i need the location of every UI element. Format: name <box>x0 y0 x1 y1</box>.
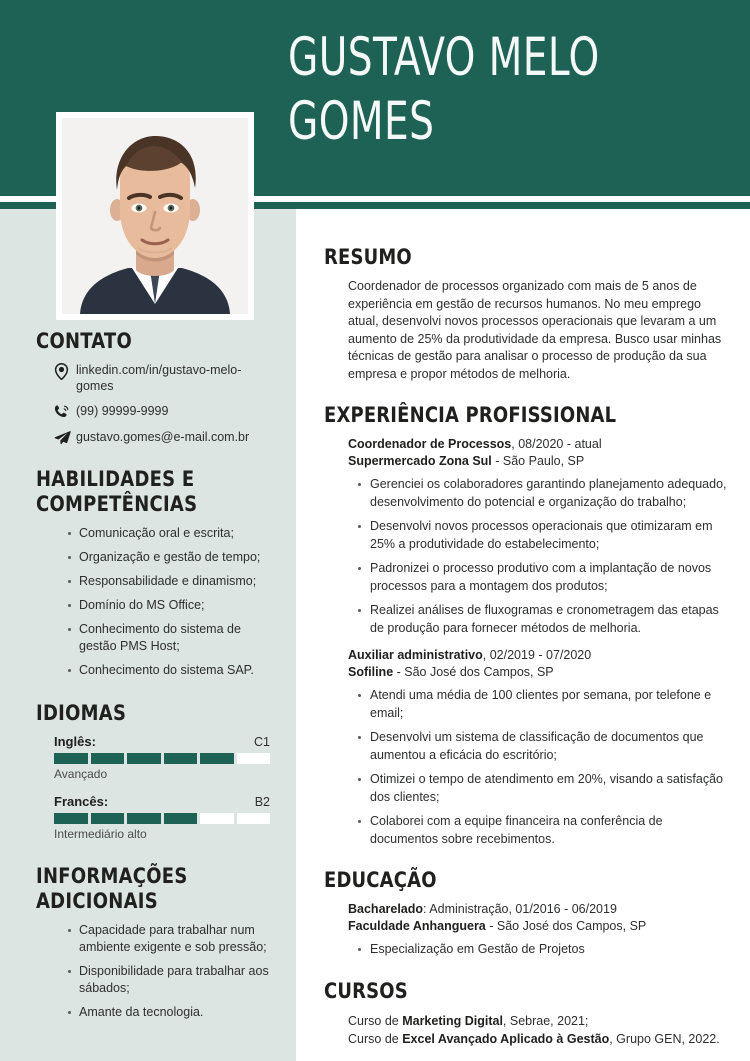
languages-title: IDIOMAS <box>36 701 127 725</box>
list-item: Amante da tecnologia. <box>68 1004 270 1021</box>
additional-info-title: INFORMAÇÕES ADICIONAIS <box>36 864 188 913</box>
job-company-line <box>348 664 728 681</box>
list-item: Otimizei o tempo de atendimento em 20%, visando a satisfação dos clientes; <box>358 771 728 806</box>
language-header <box>54 794 270 809</box>
summary-title: RESUMO <box>324 245 412 269</box>
name-line-1: GUSTAVO MELO <box>288 27 600 88</box>
language-proficiency-bar <box>54 753 270 764</box>
job-dates: , 08/2020 - atual <box>511 437 602 451</box>
proficiency-segment <box>91 753 125 764</box>
name-line-2: GOMES <box>288 91 435 152</box>
list-item: Colaborei com a equipe financeira na conferência de documentos sobre recebimentos. <box>358 813 728 848</box>
additional-info-list <box>36 922 270 1021</box>
list-item: Organização e gestão de tempo; <box>68 549 270 566</box>
paper-plane-icon <box>54 429 76 445</box>
school-location: - São José dos Campos, SP <box>485 919 647 933</box>
language-caption: Intermediário alto <box>54 827 147 841</box>
job-bullets <box>348 687 728 848</box>
list-item: Gerenciei os colaboradores garantindo planejamento adequado, desenvolvimento do potencial e organização do trabalho; <box>358 476 728 511</box>
proficiency-segment <box>54 753 88 764</box>
course-name: Excel Avançado Aplicado à Gestão <box>402 1031 610 1046</box>
contact-item-phone[interactable] <box>36 403 270 420</box>
proficiency-segment <box>127 753 161 764</box>
main-column <box>296 209 750 1061</box>
job-role-line <box>348 647 728 664</box>
language-level-code: B2 <box>254 795 270 809</box>
profile-photo <box>62 118 248 314</box>
list-item: Realizei análises de fluxogramas e cronometragem das etapas de produção para fornecer métodos de melhoria. <box>358 602 728 637</box>
job-company-line <box>348 453 728 470</box>
proficiency-segment <box>91 813 125 824</box>
phone-icon <box>54 403 76 420</box>
list-item: Conhecimento do sistema de gestão PMS Host; <box>68 621 270 655</box>
skills-title: HABILIDADES E COMPETÊNCIAS <box>36 467 198 516</box>
education-section <box>324 868 728 959</box>
skills-list <box>36 525 270 679</box>
job-role: Auxiliar administrativo <box>348 648 483 662</box>
contact-value-phone: (99) 99999-9999 <box>76 404 169 418</box>
job-location: - São José dos Campos, SP <box>393 665 554 679</box>
contact-item-email[interactable] <box>36 429 270 445</box>
job-role: Coordenador de Processos <box>348 437 512 451</box>
contact-value-linkedin: linkedin.com/in/gustavo-melo-gomes <box>76 363 242 393</box>
list-item: Domínio do MS Office; <box>68 597 270 614</box>
course-suffix: , Grupo GEN, 2022. <box>609 1031 720 1046</box>
course-prefix: Curso de <box>348 1013 403 1028</box>
courses-section <box>324 979 728 1048</box>
language-name: Inglês: <box>54 734 96 749</box>
list-item: Responsabilidade e dinamismo; <box>68 573 270 590</box>
proficiency-segment <box>200 753 234 764</box>
language-caption: Avançado <box>54 767 108 781</box>
sidebar-content <box>0 329 296 1043</box>
job-company: Sofiline <box>348 665 394 679</box>
degree-label: Bacharelado <box>348 902 424 916</box>
proficiency-segment <box>164 753 198 764</box>
list-item: Desenvolvi um sistema de classificação de documentos que aumentou a eficácia do escritório; <box>358 729 728 764</box>
course-name: Marketing Digital <box>402 1013 503 1028</box>
list-item: Conhecimento do sistema SAP. <box>68 662 270 679</box>
portrait-illustration <box>62 118 248 314</box>
education-entry <box>348 901 728 959</box>
course-line-2 <box>348 1030 728 1048</box>
proficiency-segment <box>237 813 271 824</box>
school-line <box>348 918 728 935</box>
additional-info-section <box>36 864 270 1021</box>
degree-line <box>348 901 728 918</box>
course-suffix: , Sebrae, 2021; <box>502 1013 589 1028</box>
languages-section <box>36 701 270 842</box>
proficiency-segment <box>54 813 88 824</box>
summary-text: Coordenador de processos organizado com mais de 5 anos de experiência em gestão de recursos humanos. No meu emprego atual, desenvolvi novos processos operacionais que levaram a um aumento de 25% da produtividade da empresa. Busco usar minhas técnicas de gestão para analisar o processo de produção da sua empresa e propor métodos de melhoria. <box>348 279 722 381</box>
course-line-1 <box>348 1012 728 1030</box>
location-pin-icon <box>54 362 76 380</box>
list-item: Atendi uma média de 100 clientes por semana, por telefone e email; <box>358 687 728 722</box>
job-company: Supermercado Zona Sul <box>348 454 492 468</box>
course-prefix: Curso de <box>348 1031 403 1046</box>
experience-entry-2 <box>348 647 728 848</box>
skills-section <box>36 467 270 679</box>
language-header <box>54 734 270 749</box>
contact-section <box>36 329 270 445</box>
language-item-english <box>36 734 270 782</box>
contact-list <box>36 362 270 445</box>
contact-item-linkedin[interactable] <box>36 362 270 394</box>
proficiency-segment <box>237 753 271 764</box>
list-item: Comunicação oral e escrita; <box>68 525 270 542</box>
proficiency-segment <box>127 813 161 824</box>
proficiency-segment <box>164 813 198 824</box>
degree-detail: : Administração, 01/2016 - 06/2019 <box>423 902 617 916</box>
candidate-name <box>288 26 728 154</box>
experience-section <box>324 403 728 848</box>
list-item: Padronizei o processo produtivo com a implantação de novos processos para a montagem dos produtos; <box>358 560 728 595</box>
job-role-line <box>348 436 728 453</box>
language-name: Francês: <box>54 794 109 809</box>
courses-title: CURSOS <box>324 978 408 1003</box>
job-dates: , 02/2019 - 07/2020 <box>482 648 592 662</box>
experience-title: EXPERIÊNCIA PROFISSIONAL <box>324 403 617 427</box>
school-name: Faculdade Anhanguera <box>348 919 486 933</box>
profile-photo-frame <box>56 112 254 320</box>
education-bullets <box>348 941 728 959</box>
list-item: Disponibilidade para trabalhar aos sábados; <box>68 963 270 997</box>
summary-section <box>324 245 728 383</box>
contact-value-email: gustavo.gomes@e-mail.com.br <box>76 430 250 444</box>
language-proficiency-bar <box>54 813 270 824</box>
sidebar <box>0 209 296 1061</box>
job-bullets <box>348 476 728 637</box>
contact-title: CONTATO <box>36 329 132 353</box>
job-location: - São Paulo, SP <box>491 454 585 468</box>
language-item-french <box>36 794 270 842</box>
list-item: Capacidade para trabalhar num ambiente exigente e sob pressão; <box>68 922 270 956</box>
list-item: Desenvolvi novos processos operacionais que otimizaram em 25% a produtividade do estabelecimento; <box>358 518 728 553</box>
education-title: EDUCAÇÃO <box>324 868 437 892</box>
experience-entry-1 <box>348 436 728 637</box>
language-level-code: C1 <box>254 735 270 749</box>
proficiency-segment <box>200 813 234 824</box>
list-item: Especialização em Gestão de Projetos <box>358 941 728 959</box>
